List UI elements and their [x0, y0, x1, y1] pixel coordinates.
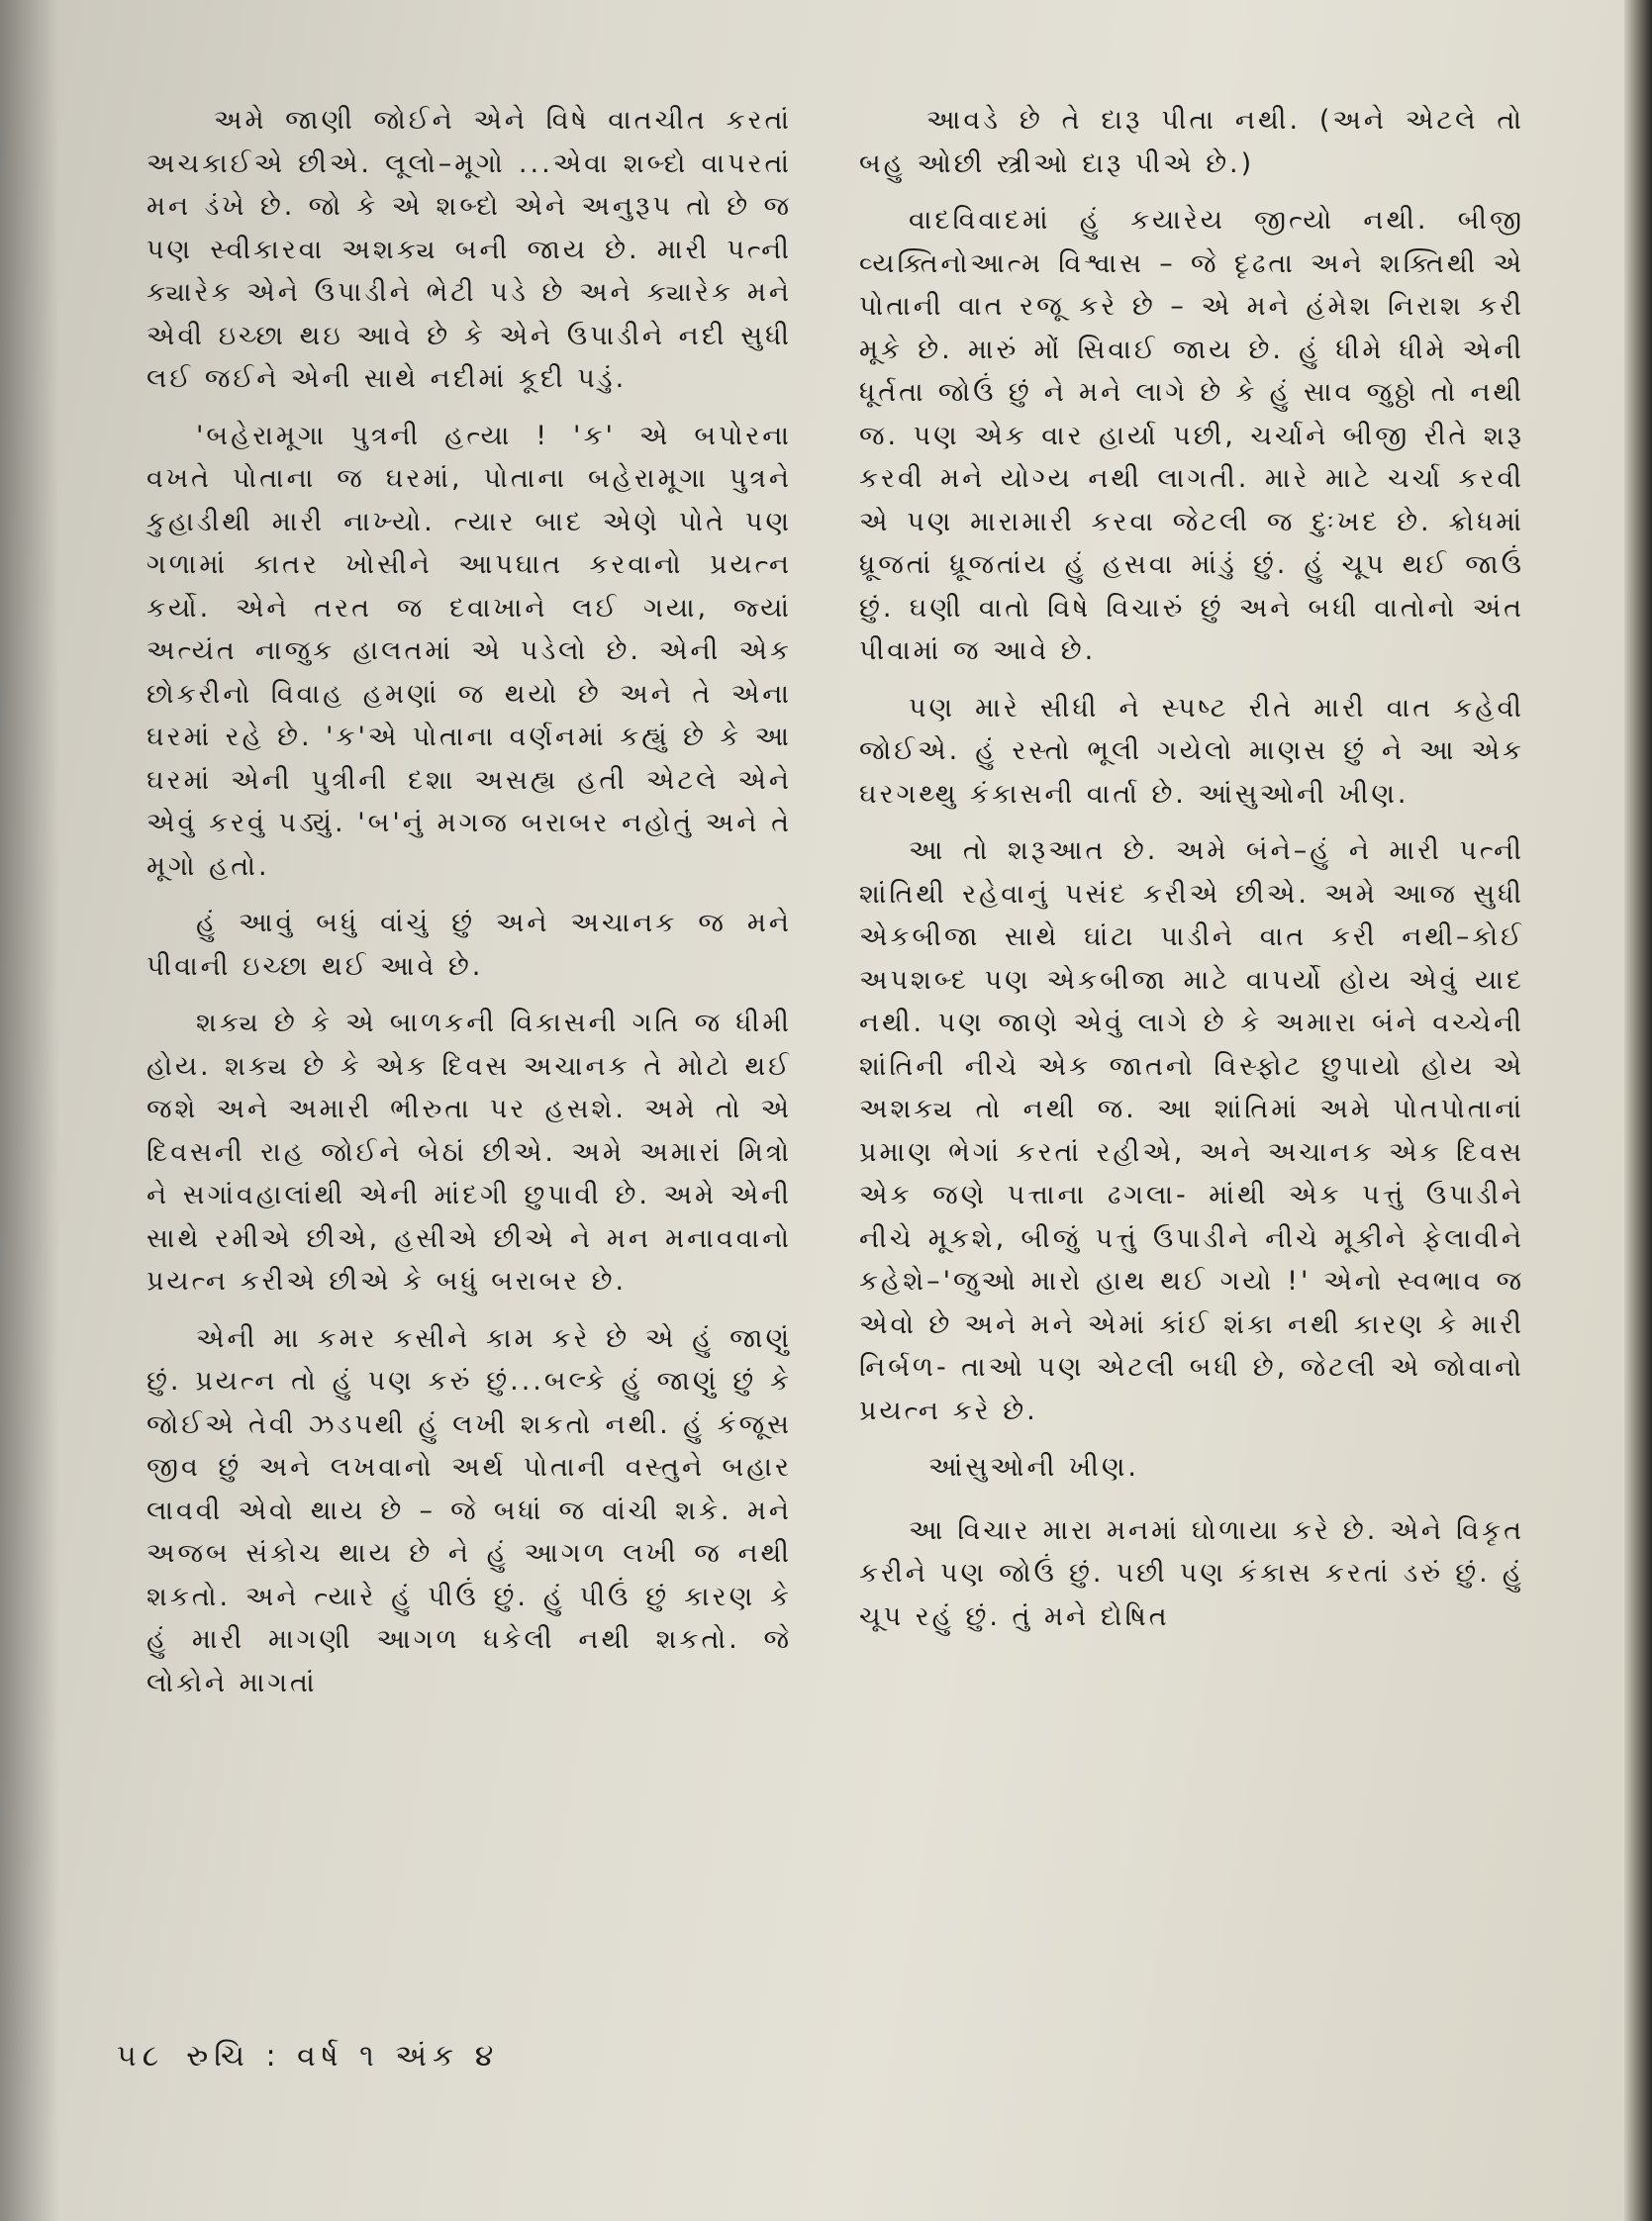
- right-column: [859, 99, 1524, 1652]
- page-number: ૫૮: [117, 2039, 165, 2074]
- paragraph: આ તો શરૂઆત છે. અમે બંને–હું ને મારી પત્ની શાંતિથી રહેવાનું પસંદ કરીએ છીએ. અમે આજ સુધી એકબીજા સાથે ઘાંટા પાડીને વાત કરી નથી–કોઈ અપશબ્દ પણ એકબીજા માટે વાપર્યો હોય એવું યાદ નથી. પણ જાણે એવું લાગે છે કે અમારા બંને વચ્ચેની શાંતિની નીચે એક જાતનો વિસ્ફોટ છુપાયો હોય એ અશક્ય તો નથી જ. આ શાંતિમાં અમે પોતપોતાનાં પ્રમાણ ભેગાં કરતાં રહીએ, અને અચાનક એક દિવસ એક જણે પત્તાના ઢગલા- માંથી એક પત્તું ઉપાડીને નીચે મૂકશે, બીજું પત્તું ઉપાડીને નીચે મૂકીને ફેલાવીને કહેશે–'જુઓ મારો હાથ થઈ ગયો !' એનો સ્વભાવ જ એવો છે અને મને એમાં કાંઈ શંકા નથી કારણ કે મારી નિર્બળ- તાઓ પણ એટલી બધી છે, જેટલી એ જોવાનો પ્રયત્ન કરે છે.: [859, 835, 1524, 1426]
- magazine-issue: રુચિ : વર્ષ ૧ અંક ૪: [186, 2039, 500, 2074]
- page-edge: [1624, 0, 1652, 2221]
- paragraph: વાદવિવાદમાં હું કયારેય જીત્યો નથી. બીજી વ્યક્તિનોઆત્મ વિશ્વાસ – જે દૃઢતા અને શક્તિથી એ પોતાની વાત રજૂ કરે છે – એ મને હંમેશ નિરાશ કરી મૂકે છે. મારું મોં સિવાઈ જાય છે. હું ધીમે ધીમે એની ધૂર્તતા જોઉં છું ને મને લાગે છે કે હું સાવ જુઠ્ઠો તો નથી જ. પણ એક વાર હાર્યા પછી, ચર્ચાને બીજી રીતે શરૂ કરવી મને યોગ્ય નથી લાગતી. મારે માટે ચર્ચા કરવી એ પણ મારામારી કરવા જેટલી જ દુઃખદ છે. ક્રોધમાં ધ્રૂજતાં ધ્રૂજતાંય હું હસવા માંડું છું. હું ચૂપ થઈ જાઉં છું. ઘણી વાતો વિષે વિચારું છું અને બધી વાતોનો અંત પીવામાં જ આવે છે.: [859, 205, 1524, 666]
- page-footer: [117, 2039, 499, 2074]
- paragraph: એની મા કમર કસીને કામ કરે છે એ હું જાણું છું. પ્રયત્ન તો હું પણ કરું છું...બલ્કે હું જાણું છું કે જોઈએ તેવી ઝડપથી હું લખી શકતો નથી. હું કંજૂસ જીવ છું અને લખવાનો અર્થ પોતાની વસ્તુને બહાર લાવવી એવો થાય છે – જે બધાં જ વાંચી શકે. મને અજબ સંકોચ થાય છે ને હું આગળ લખી જ નથી શકતો. અને ત્યારે હું પીઉં છું. હું પીઉં છું કારણ કે હું મારી માગણી આગળ ધકેલી નથી શકતો. જે લોકોને માગતાં: [146, 1322, 792, 1698]
- paragraph: 'બહેરામૂગા પુત્રની હત્યા ! 'ક' એ બપોરના વખતે પોતાના જ ઘરમાં, પોતાના બહેરામૂગા પુત્રને કુહાડીથી મારી નાખ્યો. ત્યાર બાદ એણે પોતે પણ ગળામાં કાતર ખોસીને આપઘાત કરવાનો પ્રયત્ન કર્યો. એને તરત જ દવાખાને લઈ ગયા, જ્યાં અત્યંત નાજુક હાલતમાં એ પડેલો છે. એની એક છોકરીનો વિવાહ હમણાં જ થયો છે અને તે એના ઘરમાં રહે છે. 'ક'એ પોતાના વર્ણનમાં કહ્યું છે કે આ ઘરમાં એની પુત્રીની દશા અસહ્ય હતી એટલે એને એવું કરવું પડ્યું. 'બ'નું મગજ બરાબર નહોતું અને તે મૂગો હતો.: [146, 420, 792, 882]
- paragraph: હું આવું બધું વાંચું છું અને અચાનક જ મને પીવાની ઇચ્છા થઈ આવે છે.: [146, 908, 792, 982]
- paragraph: પણ મારે સીધી ને સ્પષ્ટ રીતે મારી વાત કહેવી જોઈએ. હું રસ્તો ભૂલી ગયેલો માણસ છું ને આ એક ઘરગથ્થુ કંકાસની વાર્તા છે. આંસુઓની ખીણ.: [859, 692, 1524, 810]
- paragraph: આ વિચાર મારા મનમાં ઘોળાયા કરે છે. એને વિકૃત કરીને પણ જોઉં છું. પછી પણ કંકાસ કરતાં ડરું છું. હું ચૂપ રહું છું. તું મને દોષિત: [859, 1514, 1524, 1632]
- section-phrase: આંસુઓની ખીણ.: [928, 1452, 1140, 1483]
- paragraph: અમે જાણી જોઈને એને વિષે વાતચીત કરતાં અચકાઈએ છીએ. લૂલો–મૂગો ...એવા શબ્દો વાપરતાં મન ડંખે છે. જો કે એ શબ્દો એને અનુરૂપ તો છે જ પણ સ્વીકારવા અશક્ય બની જાય છે. મારી પત્ની ક્યારેક એને ઉપાડીને ભેટી પડે છે અને ક્યારેક મને એવી ઇચ્છા થઇ આવે છે કે એને ઉપાડીને નદી સુધી લઈ જઈને એની સાથે નદીમાં કૂદી પડું.: [146, 105, 792, 394]
- paragraph: શક્ય છે કે એ બાળકની વિકાસની ગતિ જ ધીમી હોય. શક્ય છે કે એક દિવસ અચાનક તે મોટો થઈ જશે અને અમારી ભીરુતા પર હસશે. અમે તો એ દિવસની રાહ જોઈને બેઠાં છીએ. અમે અમારાં મિત્રો ને સગાંવહાલાંથી એની માંદગી છુપાવી છે. અમે એની સાથે રમીએ છીએ, હસીએ છીએ ને મન મનાવવાનો પ્રયત્ન કરીએ છીએ કે બધું બરાબર છે.: [146, 1008, 792, 1297]
- paragraph: આવડે છે તે દારૂ પીતા નથી. (અને એટલે તો બહુ ઓછી સ્ત્રીઓ દારૂ પીએ છે.): [859, 105, 1524, 179]
- left-column: [146, 99, 792, 1718]
- spine-shadow: [0, 0, 59, 2221]
